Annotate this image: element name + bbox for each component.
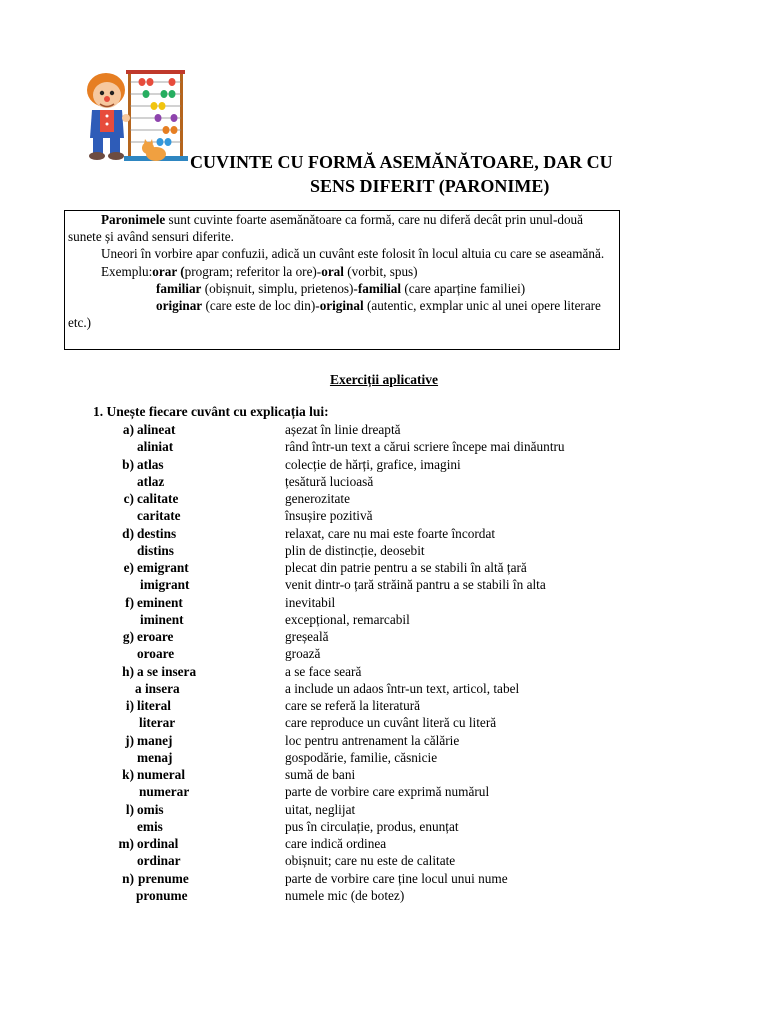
definition-box bbox=[64, 210, 620, 350]
list-item bbox=[0, 783, 768, 800]
word-explanation: numele mic (de botez) bbox=[285, 887, 405, 903]
word-explanation: greșeală bbox=[285, 629, 329, 644]
item-letter: g) bbox=[122, 629, 134, 644]
exercises-heading: Exerciții aplicative bbox=[329, 372, 439, 387]
word-explanation: uitat, neglijat bbox=[285, 801, 356, 817]
example-2-word-b: familial bbox=[357, 280, 402, 296]
example-1-desc-a: program; referitor la ore)- bbox=[184, 263, 322, 279]
list-item bbox=[0, 525, 768, 542]
list-item bbox=[0, 559, 768, 576]
word-explanation: a include un adaos într-un text, articol, tabel bbox=[285, 680, 520, 696]
word-explanation: generozitate bbox=[285, 491, 350, 506]
paronym-word: a se insera bbox=[137, 663, 197, 679]
item-letter: n) bbox=[122, 870, 134, 886]
example-3-desc-a: (care este de loc din)- bbox=[202, 298, 320, 314]
word-pairs-list bbox=[0, 421, 768, 904]
list-item bbox=[0, 732, 768, 749]
paronym-word: distins bbox=[137, 542, 174, 558]
paronym-word: atlaz bbox=[137, 473, 165, 489]
list-item bbox=[0, 663, 768, 680]
paronym-word: ordinar bbox=[137, 853, 181, 869]
list-item bbox=[0, 576, 768, 593]
example-2-desc-b: (care aparține familiei) bbox=[401, 280, 526, 296]
word-explanation: groază bbox=[285, 646, 321, 662]
paronym-word: aliniat bbox=[137, 439, 174, 455]
paronym-word: imigrant bbox=[140, 577, 190, 593]
item-letter: l) bbox=[125, 801, 134, 817]
confusion-paragraph: Uneori în vorbire apar confuzii, adică un cuvânt este folosit în locul altuia cu care se aseamănă. bbox=[101, 246, 605, 262]
list-item bbox=[0, 697, 768, 714]
paronym-word: pronume bbox=[136, 887, 188, 903]
paronym-word: emigrant bbox=[137, 560, 189, 575]
list-item bbox=[0, 714, 768, 731]
list-item bbox=[0, 645, 768, 662]
list-item bbox=[0, 490, 768, 507]
paronym-word: literar bbox=[139, 715, 176, 731]
item-letter: e) bbox=[123, 560, 134, 575]
word-explanation: care reproduce un cuvânt literă cu literă bbox=[285, 715, 497, 731]
list-item bbox=[0, 887, 768, 904]
item-letter: k) bbox=[122, 767, 134, 782]
word-explanation: țesătură lucioasă bbox=[285, 473, 374, 489]
boy-with-abacus-illustration bbox=[80, 68, 200, 168]
word-explanation: excepțional, remarcabil bbox=[285, 611, 410, 627]
word-explanation: așezat în linie dreaptă bbox=[285, 422, 401, 437]
example-line-1 bbox=[68, 263, 616, 280]
word-explanation: parte de vorbire care exprimă numărul bbox=[285, 784, 490, 800]
list-item bbox=[0, 507, 768, 524]
paronym-word: ordinal bbox=[137, 836, 179, 851]
word-explanation: parte de vorbire care ține locul unui nume bbox=[285, 870, 508, 886]
word-explanation: inevitabil bbox=[285, 594, 336, 610]
paronym-word: menaj bbox=[137, 749, 173, 765]
paronym-word: prenume bbox=[138, 870, 189, 886]
example-3-desc-b: (autentic, exmplar unic al unei opere literare etc.) bbox=[68, 298, 601, 331]
paronym-word: numeral bbox=[137, 767, 186, 782]
example-line-2 bbox=[68, 280, 616, 297]
word-explanation: relaxat, care nu mai este foarte încordat bbox=[285, 525, 496, 541]
word-explanation: colecție de hărți, grafice, imagini bbox=[285, 456, 461, 472]
item-letter: d) bbox=[122, 525, 134, 541]
paronym-word: atlas bbox=[137, 456, 164, 472]
item-letter: m) bbox=[118, 836, 134, 851]
paronym-word: numerar bbox=[139, 784, 190, 800]
example-3-word-a: originar bbox=[156, 298, 203, 314]
paronym-word: manej bbox=[137, 732, 173, 748]
example-line-3 bbox=[68, 297, 616, 331]
example-1-desc-b: (vorbit, spus) bbox=[343, 263, 418, 279]
page-title bbox=[190, 150, 690, 198]
list-item bbox=[0, 801, 768, 818]
word-explanation: pus în circulație, produs, enunțat bbox=[285, 818, 459, 834]
word-explanation: gospodărie, familie, căsnicie bbox=[285, 749, 438, 765]
example-2-desc-a: (obișnuit, simplu, prietenos)- bbox=[201, 280, 358, 296]
example-2-word-a: familiar bbox=[156, 280, 202, 296]
paronym-word: a insera bbox=[135, 680, 180, 696]
list-item bbox=[0, 542, 768, 559]
paronym-word: alineat bbox=[137, 422, 176, 437]
list-item bbox=[0, 611, 768, 628]
word-explanation: sumă de bani bbox=[285, 767, 356, 782]
item-letter: h) bbox=[122, 663, 134, 679]
definition-text: sunt cuvinte foarte asemănătoare ca formă, care nu diferă decât prin unul-două sunete și având sensuri diferite. bbox=[68, 212, 583, 245]
list-item bbox=[0, 766, 768, 783]
example-1-word-a: orar ( bbox=[152, 263, 185, 279]
list-item bbox=[0, 438, 768, 455]
exercise-1-instruction: 1. Unește fiecare cuvânt cu explicația lui: bbox=[93, 404, 329, 419]
list-item bbox=[0, 835, 768, 852]
item-letter: f) bbox=[125, 594, 134, 610]
item-letter: c) bbox=[123, 491, 134, 506]
list-item bbox=[0, 594, 768, 611]
title-line-2: SENS DIFERIT (PARONIME) bbox=[310, 176, 550, 196]
word-explanation: plin de distincție, deosebit bbox=[285, 542, 425, 558]
list-item bbox=[0, 456, 768, 473]
paronym-word: iminent bbox=[140, 611, 184, 627]
word-explanation: care indică ordinea bbox=[285, 836, 387, 851]
title-line-1: CUVINTE CU FORMĂ ASEMĂNĂTOARE, DAR CU bbox=[190, 152, 613, 172]
word-explanation: care se referă la literatură bbox=[285, 698, 421, 713]
word-explanation: obișnuit; care nu este de calitate bbox=[285, 853, 456, 869]
paronym-word: omis bbox=[137, 801, 164, 817]
paronym-word: caritate bbox=[137, 508, 181, 524]
item-letter: b) bbox=[122, 456, 134, 472]
example-label: Exemplu: bbox=[101, 263, 153, 279]
paronym-word: destins bbox=[137, 525, 177, 541]
list-item bbox=[0, 749, 768, 766]
list-item bbox=[0, 421, 768, 438]
word-explanation: a se face seară bbox=[285, 663, 362, 679]
example-1-word-b: oral bbox=[321, 263, 344, 279]
item-letter: a) bbox=[122, 422, 134, 437]
definition-term: Paronimele bbox=[101, 212, 166, 227]
list-item bbox=[0, 870, 768, 887]
paronym-word: eminent bbox=[137, 594, 183, 610]
paronym-word: eroare bbox=[137, 629, 174, 644]
list-item bbox=[0, 818, 768, 835]
word-explanation: însușire pozitivă bbox=[285, 508, 373, 524]
word-explanation: plecat din patrie pentru a se stabili în altă țară bbox=[285, 560, 527, 575]
item-letter: i) bbox=[125, 698, 134, 713]
list-item bbox=[0, 628, 768, 645]
list-item bbox=[0, 680, 768, 697]
list-item bbox=[0, 473, 768, 490]
list-item bbox=[0, 852, 768, 869]
word-explanation: rând într-un text a cărui scriere începe mai dinăuntru bbox=[285, 439, 565, 455]
word-explanation: loc pentru antrenament la călărie bbox=[285, 732, 460, 748]
paronym-word: oroare bbox=[137, 646, 175, 662]
item-letter: j) bbox=[125, 732, 134, 748]
example-3-word-b: original bbox=[319, 298, 364, 314]
word-explanation: venit dintr-o țară străină pantru a se stabili în alta bbox=[285, 577, 546, 593]
paronym-word: emis bbox=[137, 818, 163, 834]
paronym-word: literal bbox=[137, 698, 171, 713]
paronym-word: calitate bbox=[137, 491, 179, 506]
definition-paragraph bbox=[68, 211, 616, 245]
